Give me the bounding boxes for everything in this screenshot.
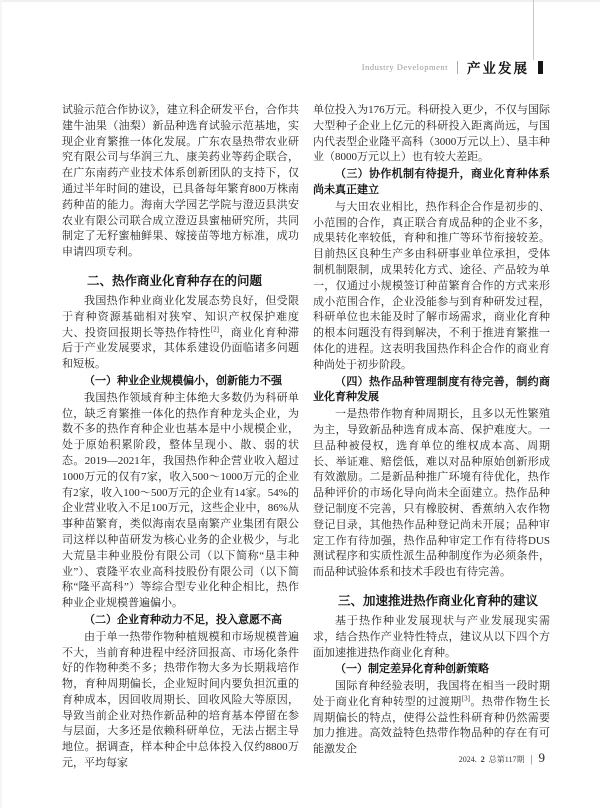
paragraph: 我国热作领域育种主体绝大多数仍为科研单位，缺乏育繁推一体化的热作育种龙头企业，为数不多的热作育种企业也基本是中小规模企业，处于原始积累阶段，整体呈现小、散、弱的状态。2019—2021年，我国热作种企营业收入超过1000万元的仅有7家，收入500～1000万元的企业有2家，收入100～500万元的企业有14家。54%的企业营业收入不足100万元，这些企业中，86%从事种苗繁育，类似海南农垦南繁产业集团有限公司这样以种苗研发为核心业务的企业极少，与北大荒垦丰种业股份有限公司（以下简称“垦丰种业”）、袁隆平农业高科技股份有限公司（以下简称“隆平高科”）等综合型专业化种企相比，热作种业企业规模普遍偏小。 — [62, 391, 299, 610]
page-top-edge — [0, 0, 600, 2]
sub-heading: （三）协作机制有待提升，商业化育种体系尚未真正建立 — [313, 168, 550, 196]
sub-heading: （一）制定差异化育种创新策略 — [335, 663, 489, 676]
footer-month: 2 — [480, 755, 485, 764]
header-chinese-label: 产业发展 — [467, 61, 529, 76]
column-left — [62, 103, 299, 772]
section-heading: 二、热作商业化育种存在的问题 — [87, 273, 263, 288]
footer-page-number: 9 — [538, 750, 545, 765]
header-black-bar — [538, 61, 543, 74]
sub-heading: （四）热作品种管理制度有待完善，制约商业化育种发展 — [313, 375, 550, 404]
paragraph: 我国热作种业商业化发展态势良好，但受限于育种资源基础相对狭窄、知识产权保护难度大、投资回报期长等热作特性[2]，商业化育种滞后于产业发展要求，其体系建设仍面临诸多问题和短板。 — [62, 294, 300, 371]
footer-issue: 总第117期 — [488, 755, 525, 764]
page-left-edge — [0, 0, 2, 808]
sub-heading: （二）企业育种动力不足，投入意愿不高 — [84, 613, 282, 626]
paragraph: 一是热带作物育种周期长，且多以无性繁殖为主，导致新品种选育成本高、保护难度大。一旦品种被侵权，选育单位的维权成本高、周期长、举证难、赔偿低，难以对品种原始创新形成有效激励。二是新品种推广环境有待优化，热作品种评价的市场化导向尚未全面建立。热作品种登记制度不完善，只有橡胶树、香蕉纳入农作物登记目录，其他热作品种登记尚未开展；品种审定工作有待加强，热作品种审定工作有待将DUS测试程序和实质性派生品种制度作为必须条件，而品种试验体系和技术手段也有待完善。 — [313, 408, 550, 579]
footer-year: 2024. — [458, 755, 477, 764]
sub-heading: （一）种业企业规模偏小，创新能力不强 — [84, 374, 282, 387]
paragraph: 由于单一热带作物种植规模和市场规模普遍不大，当前育种进程中经济回报高、市场化条件好的作物种类不多；热带作物大多为长期栽培作物，育种周期偏长，企业短时间内要负担沉重的育种成本，因回收周期长、回收风险大等原因，导致当前企业对热作新品种的培育基本停留在参与层面，大多还是依赖科研单位，无法占据主导地位。据调查，样本种企中总体投入仅约8800万元，平均每家 — [62, 630, 299, 770]
page-header — [362, 57, 543, 77]
header-vertical-rule — [533, 0, 534, 60]
paragraph: 与大田农业相比，热作科企合作是初步的、小范围的合作，真正联合育成品种的企业不多，成果转化率较低，育种和推广等环节衔接较差。目前热区良种生产多由科研事业单位承担，受体制机制限制，成果转化方式、途径、产品较为单一，仅通过小规模签订种苗繁育合作的方式来形成小范围合作，企业没能参与到育种研发过程，科研单位也未能及时了解市场需求，商业化育种的根本问题没有得到解决，不利于推进育繁推一体化的进程。这表明我国热作科企合作的商业育种尚处于初步阶段。 — [313, 200, 550, 371]
column-right — [313, 103, 550, 772]
paragraph: 试验示范合作协议》，建立科企研发平台，合作共建牛油果（油梨）新品种选育试验示范基地，实现企业育繁推一体化发展。广东农垦热带农业研究有限公司与华润三九、康美药业等药企联合，在广东南药产业技术体系创新团队的支持下，仅通过半年时间的建设，已具备每年繁育800万株南药种苗的能力。海南大学园艺学院与澄迈县洪安农业有限公司联合成立澄迈县蜜柚研究所，共同制定了无籽蜜柚鲜果、嫁接苗等地方标准，成功申请四项专利。 — [62, 104, 299, 259]
article-body — [62, 103, 551, 772]
footer-separator: | — [530, 754, 533, 765]
header-divider — [457, 61, 458, 74]
section-heading: 三、加速推进热作商业化育种的建议 — [338, 593, 539, 608]
paragraph: 国际育种经验表明，我国将在相当一段时期处于商业化育种转型的过渡期[3]。热带作物生长周期偏长的特点，使得公益性科研育种仍然需要加力推进。高效益特色热带作物品种的存在有可能激发企 — [313, 680, 551, 756]
paragraph: 单位投入为176万元。科研投入更少，不仅与国际大型种子企业上亿元的科研投入距离尚远，与国内代表型企业隆平高科（3000万元以上）、垦丰种业（8000万元以上）也有较大差距。 — [313, 104, 550, 164]
paragraph: 基于热作种业发展现状与产业发展现实需求，结合热作产业特性特点，建议从以下四个方面加速推进热作商业化育种。 — [313, 614, 550, 659]
page-footer — [459, 750, 545, 766]
header-english-label: Industry Development — [361, 62, 448, 72]
